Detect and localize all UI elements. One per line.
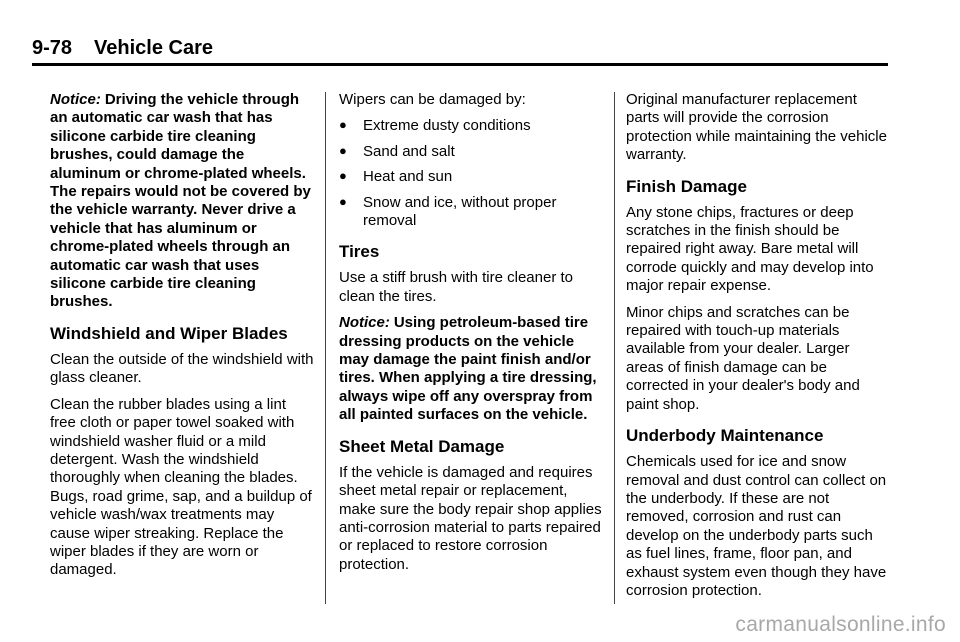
wipers-intro: Wipers can be damaged by: [339,91,526,108]
bullet-icon: ● [339,168,347,184]
finish-paragraph-2: Minor chips and scratches can be repaired with touch-up materials available from your dealer. Larger areas of finish damage can be corrected in your dealer's body and paint shop. [626,303,860,413]
bullet-icon: ● [339,142,347,158]
oem-parts-paragraph: Original manufacturer replacement parts will provide the corrosion protection while maintaining the vehicle warranty. [626,91,887,164]
wiper-damage-list [339,117,604,230]
bullet-icon: ● [339,193,347,209]
section-title: Vehicle Care [94,37,213,59]
column-divider-2 [614,92,615,604]
windshield-paragraph-2: Clean the rubber blades using a lint free cloth or paper towel soaked with windshield washer fluid or a mild detergent. Wash the windshield thoroughly when cleaning the blades. Bugs, road grime, sap, and a buildup of vehicle wash/wax treatments may cause wiper streaking. Replace the wiper blades if they are worn or damaged. [50,395,312,579]
notice-label: Notice: [339,314,390,332]
windshield-heading: Windshield and Wiper Blades [50,323,288,343]
page-header [32,36,888,66]
column-2 [339,91,604,582]
column-divider-1 [325,92,326,604]
bullet-icon: ● [339,117,347,133]
tire-dressing-notice [339,314,604,424]
list-item: ● Sand and salt [339,142,455,160]
finish-paragraph-1: Any stone chips, fractures or deep scratches in the finish should be repaired right away. Bare metal will corrode quickly and may develop into major repair expense. [626,203,874,295]
notice-label: Notice: [50,91,101,108]
page-number: 9-78 [32,37,73,59]
column-1 [50,91,315,588]
list-item: ● Heat and sun [339,168,453,186]
underbody-paragraph-1: Chemicals used for ice and snow removal and dust control can collect on the underbody. If these are not removed, corrosion and rust can develop on the underbody parts such as fuel lines, frame, floor pan, and exhaust system even though they have corrosion protection. [626,453,887,599]
tires-heading: Tires [339,242,380,262]
list-item: ● Snow and ice, without proper removal [339,193,557,230]
column-3 [626,91,891,608]
sheet-metal-paragraph-1: If the vehicle is damaged and requires sheet metal repair or replacement, make sure the body repair shop applies anti-corrosion material to parts repaired or replaced to restore corrosion protection. [339,463,602,573]
notice-text: Driving the vehicle through an automatic car wash that has silicone carbide tire cleaning brushes, could damage the aluminum or chrome-plated wheels. The repairs would not be covered by the vehicle warranty. Never drive a vehicle that has aluminum or chrome-plated wheels through an automatic car wash that uses silicone carbide tire cleaning brushes. [50,91,311,311]
finish-damage-heading: Finish Damage [626,176,747,196]
tires-paragraph-1: Use a stiff brush with tire cleaner to clean the tires. [339,269,573,305]
sheet-metal-heading: Sheet Metal Damage [339,436,505,456]
underbody-heading: Underbody Maintenance [626,426,824,446]
notice-text: Using petroleum-based tire dressing products on the vehicle may damage the paint finish and/or tires. When applying a tire dressing, always wipe off any overspray from all painted surfaces on the vehicle. [339,314,597,424]
car-wash-notice [50,91,315,312]
windshield-paragraph-1: Clean the outside of the windshield with glass cleaner. [50,350,314,387]
watermark: carmanualsonline.info [735,613,946,636]
list-item: ● Extreme dusty conditions [339,117,531,135]
